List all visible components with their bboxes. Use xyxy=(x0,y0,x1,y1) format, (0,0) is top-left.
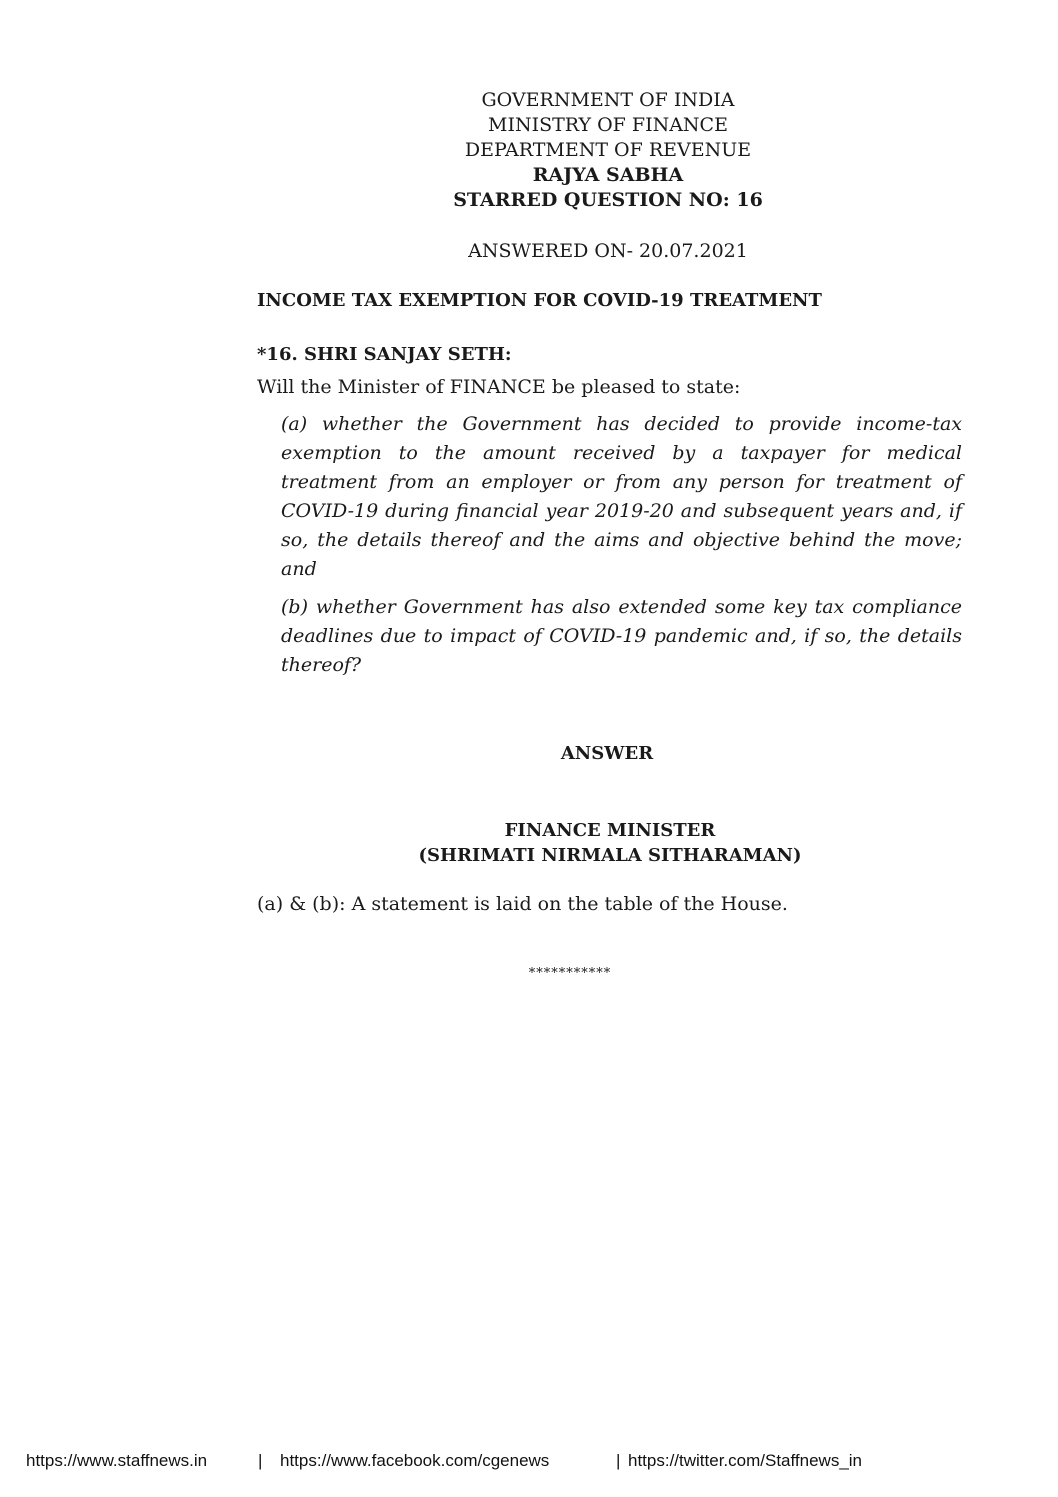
header-ministry: MINISTRY OF FINANCE xyxy=(488,114,728,136)
questioner-name: *16. SHRI SANJAY SETH: xyxy=(257,344,512,365)
footer-separator: | xyxy=(616,1451,621,1470)
question-part-b: (b) whether Government has also extended some key tax compliance deadlines due to impact of COVID-19 pandemic and, if so, the details thereof? xyxy=(281,596,962,676)
question-subject: INCOME TAX EXEMPTION FOR COVID-19 TREATMENT xyxy=(257,290,822,311)
section-separator: *********** xyxy=(528,966,612,981)
footer-separator: | xyxy=(258,1451,263,1470)
answered-on-date: ANSWERED ON- 20.07.2021 xyxy=(468,240,748,262)
footer-links xyxy=(26,1451,862,1471)
footer-link-facebook[interactable]: https://www.facebook.com/cgenews xyxy=(280,1451,550,1470)
header-question-number: STARRED QUESTION NO: 16 xyxy=(453,189,763,211)
document-header xyxy=(408,88,808,213)
minister-name: (SHRIMATI NIRMALA SITHARAMAN) xyxy=(418,845,802,866)
header-department: DEPARTMENT OF REVENUE xyxy=(464,139,752,161)
header-house: RAJYA SABHA xyxy=(532,164,684,186)
minister-block xyxy=(390,818,830,868)
footer-link-twitter[interactable]: https://twitter.com/Staffnews_in xyxy=(628,1451,863,1470)
minister-title: FINANCE MINISTER xyxy=(504,820,716,841)
question-intro: Will the Minister of FINANCE be pleased to state: xyxy=(257,376,741,398)
answer-text: (a) & (b): A statement is laid on the table of the House. xyxy=(257,893,788,915)
footer-link-staffnews[interactable]: https://www.staffnews.in xyxy=(26,1451,208,1470)
answer-heading: ANSWER xyxy=(560,743,654,764)
header-government: GOVERNMENT OF INDIA xyxy=(481,89,735,111)
question-part-a: (a) whether the Government has decided to provide income-tax exemption to the amount received by a taxpayer for medical treatment from an employer or from any person for treatment of COVID-19 during financial year 2019-20 and subsequent years and, if so, the details thereof and the aims and objective behind the move; and xyxy=(281,413,962,580)
